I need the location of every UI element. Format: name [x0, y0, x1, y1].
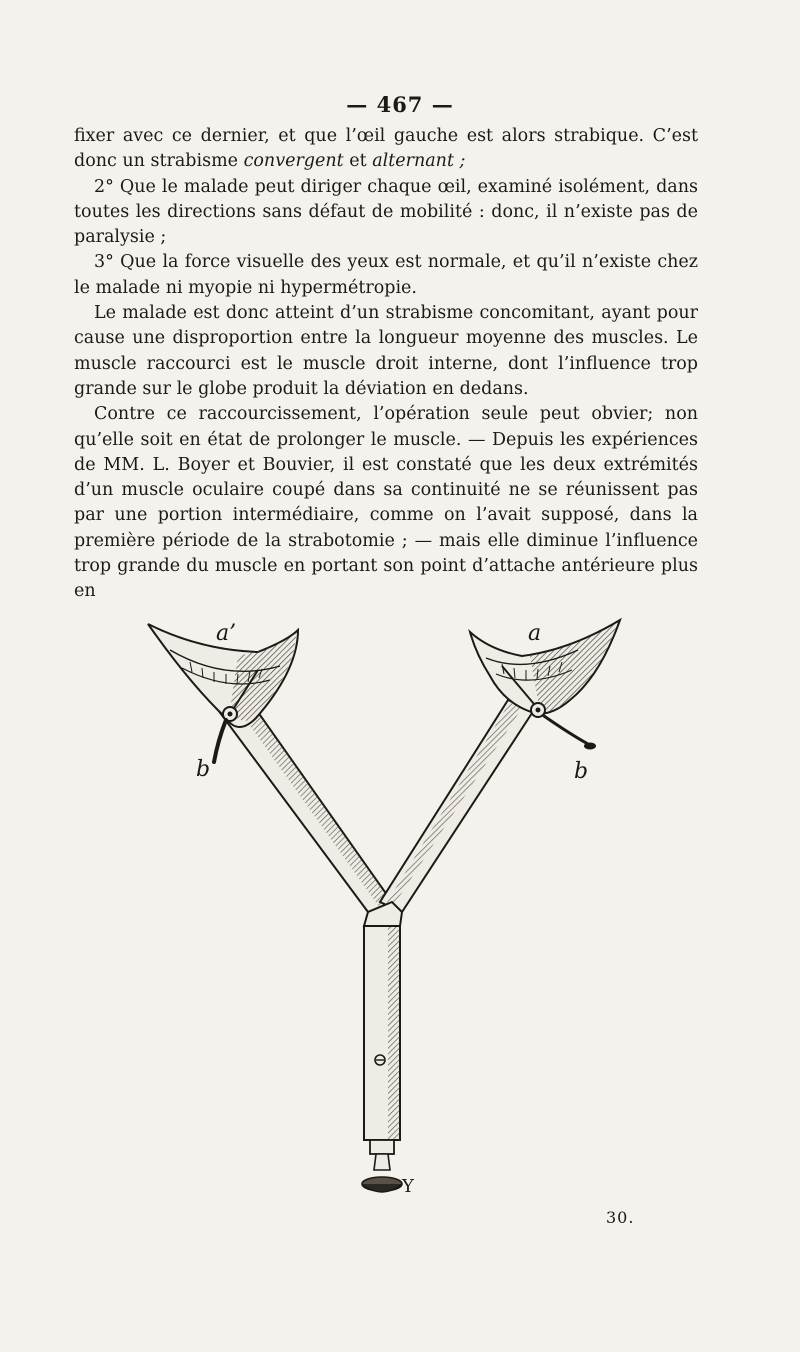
text-run: Le malade est donc atteint d’un strabisme concomitant, ayant pour cause une disproportion entre la longueur moyenne des muscles. Le muscle raccourci est le muscle droit interne, dont l’influence trop grande sur le globe produit la déviation en dedans. — [74, 303, 698, 399]
text-run: Contre ce raccourcissement, l’opération seule peut obvier; non qu’elle soit en état de prolonger le muscle. — Depuis les expériences de MM. L. Boyer et Bouvier, il est constaté que les deux extrémités d’un muscle oculaire coupé dans sa continuité ne se réunissent pas par une portion intermédiaire, comme on l’avait supposé, dans la première période de la strabotomie ; — mais elle diminue l’influence trop grande du muscle en portant son point d’attache antérieure plus en — [74, 404, 698, 602]
text-run: 3° Que la force visuelle des yeux est normale, et qu’il n’existe chez le malade ni myopie ni hypermétropie. — [74, 252, 698, 298]
strabometer-figure — [130, 610, 650, 1210]
left-arm — [218, 698, 392, 912]
paragraph — [74, 175, 698, 251]
right-arm — [380, 700, 534, 912]
handle-stem — [362, 926, 402, 1192]
paragraph — [74, 124, 698, 175]
text-run: 2° Que le malade peut diriger chaque œil, examiné isolément, dans toutes les directions sans défaut de mobilité : donc, il n’existe pas de paralysie ; — [74, 176, 698, 248]
paragraph — [74, 250, 698, 301]
page-number: — 467 — — [346, 92, 454, 117]
signature-mark: 30. — [606, 1208, 635, 1227]
text-run: et — [343, 151, 373, 172]
text-run: fixer avec ce dernier, et que l’œil gauche est alors strabique. C’est donc un strabisme — [74, 126, 698, 172]
label-b-right: b — [574, 759, 589, 784]
paragraph — [74, 402, 698, 604]
italic-text: alternant ; — [372, 151, 466, 172]
label-b-left: b — [196, 757, 211, 782]
paragraph — [74, 301, 698, 402]
label-a: a — [528, 621, 542, 646]
label-y: Y — [402, 1176, 414, 1197]
body-text — [74, 124, 698, 605]
label-a-prime: a’ — [216, 621, 237, 646]
italic-text: convergent — [243, 151, 344, 172]
